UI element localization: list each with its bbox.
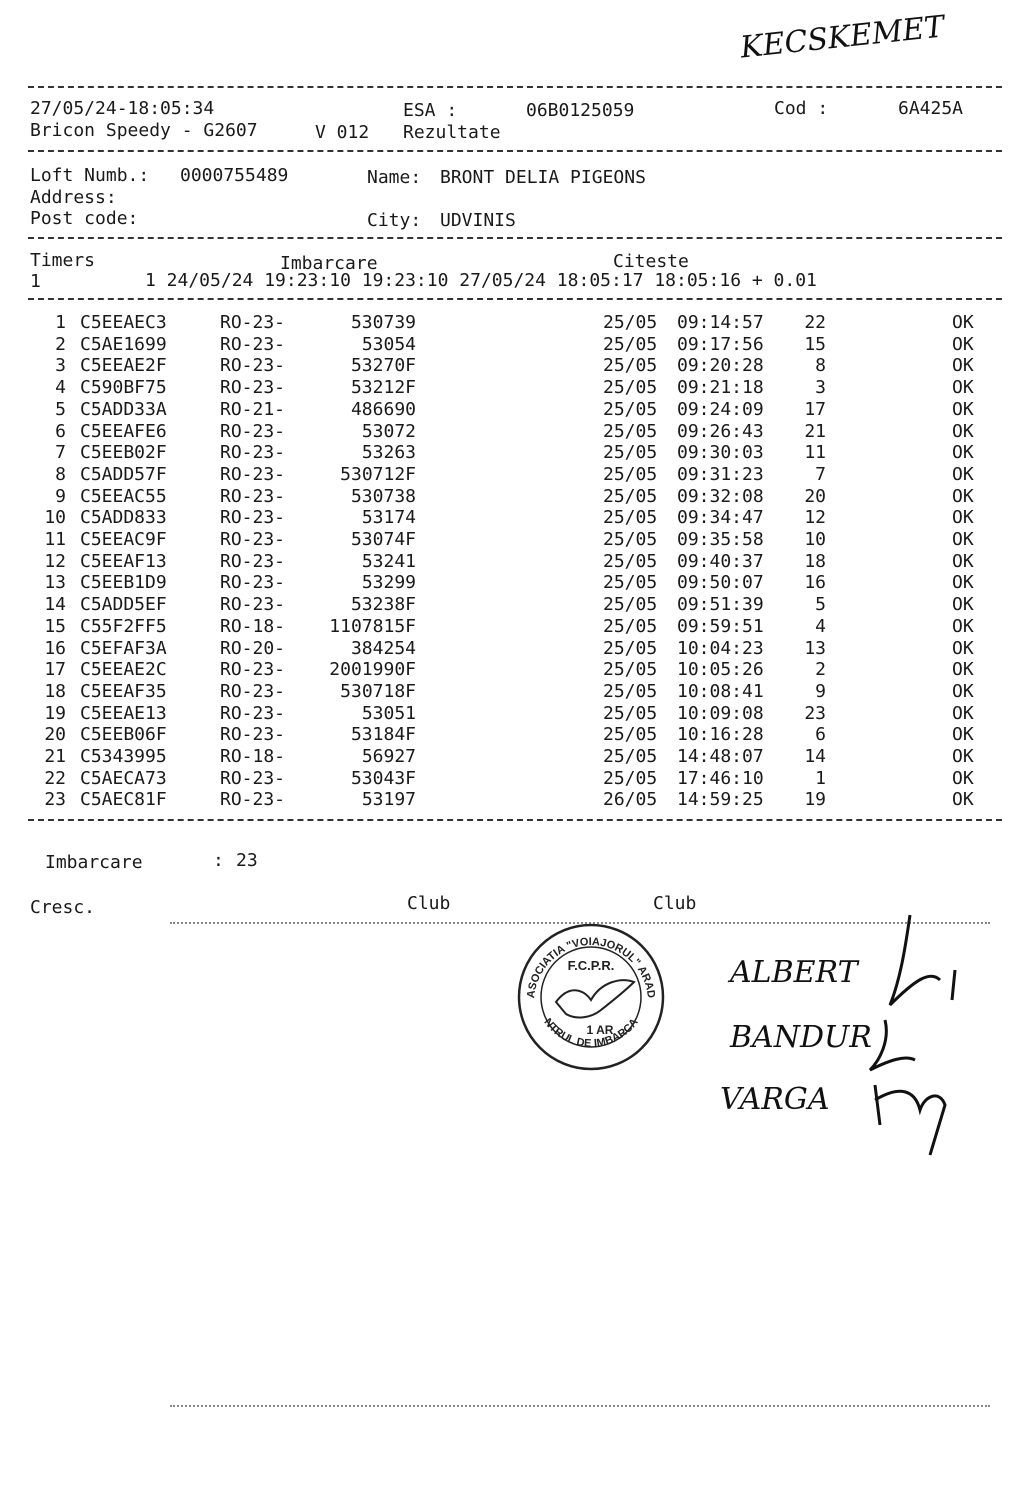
address-label: Address: xyxy=(30,187,117,208)
ring-number: 2001990F xyxy=(329,659,416,681)
ring-number: 53074F xyxy=(350,529,416,550)
loft-number: 0000755489 xyxy=(180,165,289,186)
table-row xyxy=(0,703,1024,724)
arrival-date: 25/05 xyxy=(603,680,658,702)
arrival-date: 25/05 xyxy=(603,746,658,767)
ring-prefix: RO-23- xyxy=(220,333,286,355)
ring-number: 53051 xyxy=(361,702,416,724)
ring-prefix: RO-23- xyxy=(220,659,286,681)
ring-prefix: RO-23- xyxy=(220,724,286,746)
timers-label: Timers xyxy=(30,250,96,271)
table-row xyxy=(0,355,1024,376)
ring-number: 56927 xyxy=(361,746,416,767)
arrival-time: 09:21:18 xyxy=(677,377,764,399)
position: 6 xyxy=(815,724,826,746)
arrival-time: 09:20:28 xyxy=(677,355,764,377)
row-number: 5 xyxy=(55,398,66,420)
ring-number: 53212F xyxy=(350,377,416,399)
signature-name-3: VARGA xyxy=(720,1082,830,1117)
arrival-date: 25/05 xyxy=(603,724,658,746)
position: 19 xyxy=(804,789,826,811)
ring-number: 53174 xyxy=(361,507,416,529)
position: 13 xyxy=(804,637,826,659)
status: OK xyxy=(952,572,974,594)
ring-number: 53263 xyxy=(361,442,416,464)
table-row xyxy=(0,616,1024,637)
ring-prefix: RO-23- xyxy=(220,550,286,572)
imbarcare-total-value: 23 xyxy=(236,850,258,871)
signature-name-2: BANDUR xyxy=(730,1020,872,1055)
ring-number: 53072 xyxy=(361,420,416,442)
chip-id: C5AEC81F xyxy=(80,789,167,811)
position: 3 xyxy=(815,377,826,399)
citeste-header: Citeste xyxy=(613,251,689,272)
row-number: 17 xyxy=(44,659,66,681)
status: OK xyxy=(952,507,974,529)
esa-value: 06B0125059 xyxy=(526,100,635,121)
position: 5 xyxy=(815,594,826,616)
chip-id: C5AECA73 xyxy=(80,767,167,789)
report-type: Rezultate xyxy=(403,122,501,143)
ring-prefix: RO-23- xyxy=(220,485,286,507)
club-label-2: Club xyxy=(653,893,697,914)
signature-name-1: ALBERT xyxy=(730,955,858,990)
arrival-date: 25/05 xyxy=(603,572,658,594)
ring-number: 53043F xyxy=(350,767,416,789)
arrival-time: 14:59:25 xyxy=(677,789,764,811)
arrival-time: 09:14:57 xyxy=(677,312,764,333)
position: 12 xyxy=(804,507,826,529)
imbarcare-total-sep: : xyxy=(213,850,224,871)
status: OK xyxy=(952,333,974,355)
chip-id: C5EFAF3A xyxy=(80,637,167,659)
row-number: 11 xyxy=(44,529,66,550)
table-row xyxy=(0,442,1024,463)
status: OK xyxy=(952,463,974,485)
arrival-time: 17:46:10 xyxy=(677,767,764,789)
row-number: 2 xyxy=(55,333,66,355)
row-number: 3 xyxy=(55,355,66,377)
arrival-date: 25/05 xyxy=(603,442,658,464)
ring-prefix: RO-23- xyxy=(220,507,286,529)
arrival-date: 25/05 xyxy=(603,355,658,377)
table-row xyxy=(0,464,1024,485)
arrival-date: 25/05 xyxy=(603,333,658,355)
status: OK xyxy=(952,615,974,637)
status: OK xyxy=(952,550,974,572)
ring-number: 53299 xyxy=(361,572,416,594)
imbarcare-total-label: Imbarcare xyxy=(45,852,143,873)
arrival-time: 10:16:28 xyxy=(677,724,764,746)
status: OK xyxy=(952,420,974,442)
arrival-time: 09:32:08 xyxy=(677,485,764,507)
ring-number: 53270F xyxy=(350,355,416,377)
status: OK xyxy=(952,312,974,333)
table-row xyxy=(0,551,1024,572)
row-number: 15 xyxy=(44,615,66,637)
table-row xyxy=(0,572,1024,593)
arrival-date: 25/05 xyxy=(603,529,658,550)
table-row xyxy=(0,638,1024,659)
club-stamp xyxy=(516,922,666,1072)
svg-text:CENTRUL DE IMBARCARE: NTRUL DE IMBARCA xyxy=(541,1016,641,1050)
chip-id: C5EEAEC3 xyxy=(80,312,167,333)
chip-id: C5AE1699 xyxy=(80,333,167,355)
esa-label: ESA : xyxy=(403,100,458,121)
position: 11 xyxy=(804,442,826,464)
chip-id: C5ADD33A xyxy=(80,398,167,420)
arrival-time: 14:48:07 xyxy=(677,746,764,767)
arrival-date: 25/05 xyxy=(603,615,658,637)
chip-id: C5EEAC55 xyxy=(80,485,167,507)
status: OK xyxy=(952,594,974,616)
arrival-date: 25/05 xyxy=(603,594,658,616)
table-row xyxy=(0,768,1024,789)
status: OK xyxy=(952,355,974,377)
arrival-time: 09:51:39 xyxy=(677,594,764,616)
status: OK xyxy=(952,485,974,507)
chip-id: C5EEAF13 xyxy=(80,550,167,572)
ring-prefix: RO-23- xyxy=(220,702,286,724)
ring-number: 530739 xyxy=(350,312,416,333)
position: 14 xyxy=(804,746,826,767)
ring-prefix: RO-23- xyxy=(220,594,286,616)
chip-id: C5EEAF35 xyxy=(80,680,167,702)
ring-number: 53238F xyxy=(350,594,416,616)
city-label: City: xyxy=(367,210,422,231)
city-value: UDVINIS xyxy=(440,210,516,231)
chip-id: C5ADD57F xyxy=(80,463,167,485)
arrival-date: 25/05 xyxy=(603,767,658,789)
arrival-time: 09:26:43 xyxy=(677,420,764,442)
chip-id: C5EEB1D9 xyxy=(80,572,167,594)
cod-label: Cod : xyxy=(774,98,829,119)
table-row xyxy=(0,486,1024,507)
ring-number: 384254 xyxy=(350,637,416,659)
row-number: 8 xyxy=(55,463,66,485)
loft-number-label: Loft Numb.: xyxy=(30,165,150,186)
arrival-time: 09:50:07 xyxy=(677,572,764,594)
table-row xyxy=(0,312,1024,333)
arrival-time: 09:35:58 xyxy=(677,529,764,550)
ring-number: 53241 xyxy=(361,550,416,572)
row-number: 13 xyxy=(44,572,66,594)
table-row xyxy=(0,746,1024,767)
arrival-time: 09:30:03 xyxy=(677,442,764,464)
ring-number: 53184F xyxy=(350,724,416,746)
ring-prefix: RO-23- xyxy=(220,572,286,594)
ring-number: 530738 xyxy=(350,485,416,507)
ring-prefix: RO-21- xyxy=(220,398,286,420)
ring-prefix: RO-23- xyxy=(220,680,286,702)
loft-name-label: Name: xyxy=(367,167,422,188)
position: 1 xyxy=(815,767,826,789)
ring-prefix: RO-23- xyxy=(220,442,286,464)
timer-index: 1 xyxy=(30,271,41,292)
chip-id: C5EEB02F xyxy=(80,442,167,464)
arrival-time: 09:34:47 xyxy=(677,507,764,529)
row-number: 7 xyxy=(55,442,66,464)
ring-prefix: RO-23- xyxy=(220,312,286,333)
signature-scrawl xyxy=(860,910,980,1160)
status: OK xyxy=(952,767,974,789)
arrival-time: 09:17:56 xyxy=(677,333,764,355)
position: 2 xyxy=(815,659,826,681)
row-number: 19 xyxy=(44,702,66,724)
ring-number: 530712F xyxy=(340,463,416,485)
table-row xyxy=(0,681,1024,702)
table-row xyxy=(0,594,1024,615)
arrival-date: 25/05 xyxy=(603,702,658,724)
table-row xyxy=(0,659,1024,680)
chip-id: C5ADD833 xyxy=(80,507,167,529)
row-number: 22 xyxy=(44,767,66,789)
row-number: 6 xyxy=(55,420,66,442)
table-row xyxy=(0,399,1024,420)
position: 4 xyxy=(815,615,826,637)
row-number: 16 xyxy=(44,637,66,659)
ring-number: 486690 xyxy=(350,398,416,420)
chip-id: C5343995 xyxy=(80,746,167,767)
chip-id: C5EEAE13 xyxy=(80,702,167,724)
ring-prefix: RO-23- xyxy=(220,789,286,811)
position: 21 xyxy=(804,420,826,442)
arrival-time: 10:05:26 xyxy=(677,659,764,681)
postcode-label: Post code: xyxy=(30,208,139,229)
row-number: 10 xyxy=(44,507,66,529)
row-number: 12 xyxy=(44,550,66,572)
row-number: 1 xyxy=(55,312,66,333)
chip-id: C5EEAC9F xyxy=(80,529,167,550)
separator xyxy=(28,150,1002,152)
arrival-date: 25/05 xyxy=(603,463,658,485)
position: 7 xyxy=(815,463,826,485)
stamp-seal xyxy=(516,922,666,1072)
status: OK xyxy=(952,659,974,681)
arrival-date: 25/05 xyxy=(603,398,658,420)
arrival-time: 09:59:51 xyxy=(677,615,764,637)
table-row xyxy=(0,421,1024,442)
arrival-date: 25/05 xyxy=(603,507,658,529)
position: 20 xyxy=(804,485,826,507)
row-number: 18 xyxy=(44,680,66,702)
position: 18 xyxy=(804,550,826,572)
row-number: 4 xyxy=(55,377,66,399)
row-number: 20 xyxy=(44,724,66,746)
arrival-time: 10:08:41 xyxy=(677,680,764,702)
ring-prefix: RO-23- xyxy=(220,377,286,399)
arrival-date: 25/05 xyxy=(603,377,658,399)
table-row xyxy=(0,789,1024,810)
chip-id: C55F2FF5 xyxy=(80,615,167,637)
table-row xyxy=(0,507,1024,528)
ring-prefix: RO-18- xyxy=(220,615,286,637)
position: 16 xyxy=(804,572,826,594)
svg-text:ASOCIATIA "VOIAJORUL" ARAD: ASOCIATIA "VOIAJORUL" ARAD xyxy=(525,935,657,999)
arrival-date: 25/05 xyxy=(603,420,658,442)
arrival-time: 09:40:37 xyxy=(677,550,764,572)
row-number: 23 xyxy=(44,789,66,811)
table-row xyxy=(0,529,1024,550)
arrival-date: 26/05 xyxy=(603,789,658,811)
separator xyxy=(28,237,1002,239)
status: OK xyxy=(952,680,974,702)
ring-prefix: RO-23- xyxy=(220,420,286,442)
chip-id: C5EEB06F xyxy=(80,724,167,746)
position: 15 xyxy=(804,333,826,355)
ring-number: 53054 xyxy=(361,333,416,355)
ring-prefix: RO-18- xyxy=(220,746,286,767)
separator xyxy=(28,298,1002,300)
ring-number: 53197 xyxy=(361,789,416,811)
arrival-time: 09:24:09 xyxy=(677,398,764,420)
status: OK xyxy=(952,702,974,724)
status: OK xyxy=(952,789,974,811)
table-row xyxy=(0,724,1024,745)
chip-id: C590BF75 xyxy=(80,377,167,399)
status: OK xyxy=(952,746,974,767)
svg-text:F.C.P.R.: F.C.P.R. xyxy=(567,958,615,973)
breeder-label: Cresc. xyxy=(30,897,96,918)
position: 22 xyxy=(804,312,826,333)
handwritten-annotation: KECSKEMET xyxy=(738,9,947,66)
status: OK xyxy=(952,442,974,464)
ring-number: 1107815F xyxy=(329,615,416,637)
position: 17 xyxy=(804,398,826,420)
arrival-date: 25/05 xyxy=(603,550,658,572)
status: OK xyxy=(952,637,974,659)
chip-id: C5EEAE2F xyxy=(80,355,167,377)
imbarcare-header: Imbarcare xyxy=(280,253,378,274)
club-label-1: Club xyxy=(407,893,451,914)
row-number: 21 xyxy=(44,746,66,767)
separator xyxy=(28,819,1002,821)
svg-text:1 AR: 1 AR xyxy=(586,1023,614,1037)
ring-prefix: RO-23- xyxy=(220,529,286,550)
table-row xyxy=(0,377,1024,398)
row-number: 9 xyxy=(55,485,66,507)
timer-line: 1 24/05/24 19:23:10 19:23:10 27/05/24 18:05:17 18:05:16 + 0.01 xyxy=(145,270,817,291)
ring-prefix: RO-23- xyxy=(220,767,286,789)
status: OK xyxy=(952,529,974,550)
ring-prefix: RO-23- xyxy=(220,355,286,377)
position: 23 xyxy=(804,702,826,724)
ring-number: 530718F xyxy=(340,680,416,702)
position: 9 xyxy=(815,680,826,702)
chip-id: C5EEAFE6 xyxy=(80,420,167,442)
ring-prefix: RO-20- xyxy=(220,637,286,659)
status: OK xyxy=(952,724,974,746)
arrival-date: 25/05 xyxy=(603,637,658,659)
chip-id: C5EEAE2C xyxy=(80,659,167,681)
position: 8 xyxy=(815,355,826,377)
device-version: V 012 xyxy=(315,122,370,143)
arrival-date: 25/05 xyxy=(603,659,658,681)
arrival-time: 10:04:23 xyxy=(677,637,764,659)
separator xyxy=(28,86,1002,88)
arrival-date: 25/05 xyxy=(603,485,658,507)
row-number: 14 xyxy=(44,594,66,616)
device-name: Bricon Speedy - G2607 xyxy=(30,120,258,141)
chip-id: C5ADD5EF xyxy=(80,594,167,616)
arrival-date: 25/05 xyxy=(603,312,658,333)
arrival-time: 09:31:23 xyxy=(677,463,764,485)
status: OK xyxy=(952,377,974,399)
position: 10 xyxy=(804,529,826,550)
cod-value: 6A425A xyxy=(898,98,964,119)
status: OK xyxy=(952,398,974,420)
loft-name: BRONT DELIA PIGEONS xyxy=(440,167,646,188)
ring-prefix: RO-23- xyxy=(220,463,286,485)
table-row xyxy=(0,334,1024,355)
report-datetime: 27/05/24-18:05:34 xyxy=(30,98,215,119)
signature-dotted-line xyxy=(170,1405,990,1407)
arrival-time: 10:09:08 xyxy=(677,702,764,724)
